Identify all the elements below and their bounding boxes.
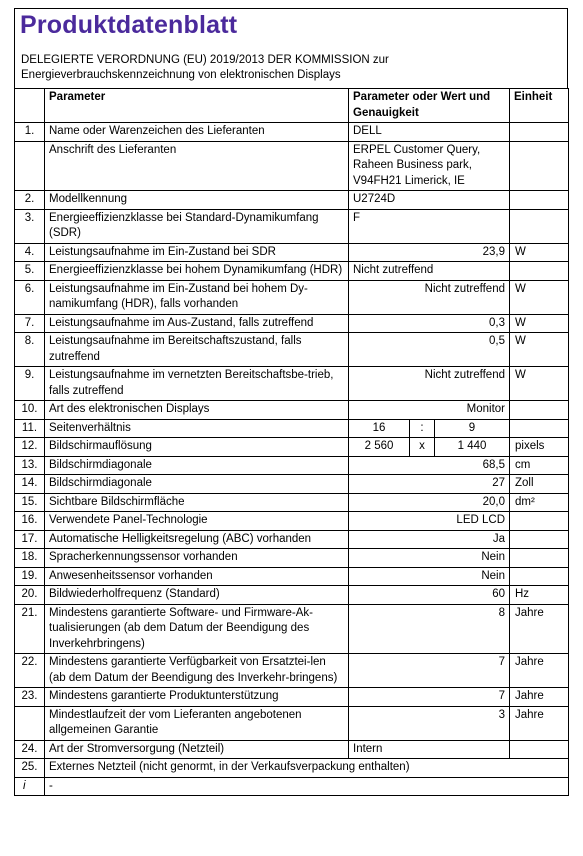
row-unit (510, 530, 569, 549)
table-row (15, 333, 569, 367)
aspect-separator: : (410, 420, 435, 438)
row-25-text: Externes Netzteil (nicht genormt, in der Verkaufsverpackung enthalten) (45, 759, 569, 778)
row-unit: W (510, 333, 569, 367)
table-row (15, 688, 569, 707)
row-parameter: Mindestens garantierte Produktunterstützung (45, 688, 349, 707)
row-number: 1. (15, 123, 45, 142)
table-row (15, 567, 569, 586)
row-value: 60 (349, 586, 510, 605)
row-unit: Jahre (510, 688, 569, 707)
row-unit (510, 141, 569, 191)
row-parameter: Leistungsaufnahme im Ein-Zustand bei SDR (45, 243, 349, 262)
page-title: Produktdatenblatt (20, 11, 238, 39)
row-number: 4. (15, 243, 45, 262)
row-unit (510, 401, 569, 420)
row-unit (510, 419, 569, 438)
table-row (15, 401, 569, 420)
table-row (15, 367, 569, 401)
row-number: 5. (15, 262, 45, 281)
parameter-table (14, 88, 569, 796)
table-row (15, 262, 569, 281)
row-unit (510, 567, 569, 586)
table-row (15, 123, 569, 142)
row-number: 2. (15, 191, 45, 210)
row-parameter: Leistungsaufnahme im Aus-Zustand, falls zutreffend (45, 314, 349, 333)
row-value: 0,3 (349, 314, 510, 333)
row-unit: pixels (510, 438, 569, 457)
row-number: 12. (15, 438, 45, 457)
resolution-separator: x (410, 438, 435, 456)
table-row (15, 456, 569, 475)
row-number: 16. (15, 512, 45, 531)
row-subnumber: i (15, 777, 45, 796)
row-number: 13. (15, 456, 45, 475)
table-row (15, 419, 569, 438)
row-unit (510, 512, 569, 531)
row-value: DELL (349, 123, 510, 142)
row-number: 7. (15, 314, 45, 333)
row-number: 11. (15, 419, 45, 438)
row-parameter: Modellkennung (45, 191, 349, 210)
row-number: 8. (15, 333, 45, 367)
row-parameter: Bildschirmdiagonale (45, 456, 349, 475)
row-parameter: Seitenverhältnis (45, 419, 349, 438)
aspect-value-cell (349, 419, 510, 438)
row-value: LED LCD (349, 512, 510, 531)
row-value: Nicht zutreffend (349, 367, 510, 401)
header-param: Parameter (45, 89, 349, 123)
row-unit (510, 262, 569, 281)
table-row (15, 604, 569, 654)
row-number: 3. (15, 209, 45, 243)
table-row (15, 280, 569, 314)
row-parameter: Bildschirmdiagonale (45, 475, 349, 494)
row-number: 24. (15, 740, 45, 759)
row-value: 8 (349, 604, 510, 654)
row-value: Intern (349, 740, 510, 759)
row-number: 25. (15, 759, 45, 778)
row-value: 0,5 (349, 333, 510, 367)
aspect-right: 9 (468, 421, 476, 434)
row-unit (510, 740, 569, 759)
row-number: 9. (15, 367, 45, 401)
resolution-split (349, 438, 509, 456)
table-row (15, 530, 569, 549)
row-value: F (349, 209, 510, 243)
row-number: 21. (15, 604, 45, 654)
row-unit: cm (510, 456, 569, 475)
row-parameter: Sichtbare Bildschirmfläche (45, 493, 349, 512)
row-value: 7 (349, 654, 510, 688)
row-unit: W (510, 243, 569, 262)
table-row (15, 191, 569, 210)
row-value: 3 (349, 706, 510, 740)
table-row (15, 141, 569, 191)
row-unit (510, 123, 569, 142)
row-value: 23,9 (349, 243, 510, 262)
row-unit: W (510, 314, 569, 333)
row-parameter: Verwendete Panel-Technologie (45, 512, 349, 531)
aspect-left: 16 (372, 421, 386, 434)
table-row (15, 706, 569, 740)
row-parameter: Leistungsaufnahme im vernetzten Bereitschaftsbe-trieb, falls zutreffend (45, 367, 349, 401)
table-row (15, 740, 569, 759)
row-value: Nicht zutreffend (349, 262, 510, 281)
table-row (15, 314, 569, 333)
header-value: Parameter oder Wert und Genauigkeit (349, 89, 510, 123)
table-row (15, 243, 569, 262)
row-number: 10. (15, 401, 45, 420)
header-unit: Einheit (510, 89, 569, 123)
row-parameter: Leistungsaufnahme im Bereitschaftszustand, falls zutreffend (45, 333, 349, 367)
row-unit: Hz (510, 586, 569, 605)
row-unit (510, 191, 569, 210)
row-value: ERPEL Customer Query, Raheen Business park, V94FH21 Limerick, IE (349, 141, 510, 191)
table-row (15, 209, 569, 243)
table-row (15, 512, 569, 531)
row-unit: dm² (510, 493, 569, 512)
row-number: 19. (15, 567, 45, 586)
row-unit (510, 549, 569, 568)
row-unit: Zoll (510, 475, 569, 494)
table-row (15, 654, 569, 688)
row-parameter: Bildschirmauflösung (45, 438, 349, 457)
row-parameter: Art der Stromversorgung (Netzteil) (45, 740, 349, 759)
row-number: 6. (15, 280, 45, 314)
row-value: Nicht zutreffend (349, 280, 510, 314)
row-number: 17. (15, 530, 45, 549)
row-number: 20. (15, 586, 45, 605)
row-unit: W (510, 367, 569, 401)
row-parameter: Energieeffizienzklasse bei hohem Dynamikumfang (HDR) (45, 262, 349, 281)
row-unit: Jahre (510, 604, 569, 654)
table-row (15, 493, 569, 512)
table-row (15, 438, 569, 457)
row-value: Monitor (349, 401, 510, 420)
row-parameter: Name oder Warenzeichen des Lieferanten (45, 123, 349, 142)
table-row (15, 586, 569, 605)
row-parameter: Mindestens garantierte Software- und Firmware-Ak-tualisierungen (ab dem Datum der Beendigung des Inverkehrbringens) (45, 604, 349, 654)
row-value: Nein (349, 549, 510, 568)
title-box (14, 8, 568, 51)
row-number (15, 706, 45, 740)
row-number (15, 141, 45, 191)
row-value: Nein (349, 567, 510, 586)
row-parameter: Mindestens garantierte Verfügbarkeit von Ersatztei-len (ab dem Datum der Beendigung des Inverkehr-bringens) (45, 654, 349, 688)
row-parameter: Anschrift des Lieferanten (45, 141, 349, 191)
row-value: 20,0 (349, 493, 510, 512)
header-num (15, 89, 45, 123)
table-row (15, 475, 569, 494)
row-number: 22. (15, 654, 45, 688)
row-number: 14. (15, 475, 45, 494)
table-row (15, 549, 569, 568)
row-parameter: Energieeffizienzklasse bei Standard-Dynamikumfang (SDR) (45, 209, 349, 243)
row-parameter: Anwesenheitssensor vorhanden (45, 567, 349, 586)
aspect-split (349, 420, 509, 438)
regulation-text: DELEGIERTE VERORDNUNG (EU) 2019/2013 DER KOMMISSION zur Energieverbrauchskennzeichnung von elektronischen Displays (14, 51, 568, 88)
row-value: U2724D (349, 191, 510, 210)
resolution-left: 2 560 (364, 440, 394, 452)
row-value: 27 (349, 475, 510, 494)
row-parameter: Bildwiederholfrequenz (Standard) (45, 586, 349, 605)
row-number: 23. (15, 688, 45, 707)
row-number: 18. (15, 549, 45, 568)
resolution-value-cell (349, 438, 510, 457)
row-parameter: Leistungsaufnahme im Ein-Zustand bei hohem Dy-namikumfang (HDR), falls vorhanden (45, 280, 349, 314)
row-unit (510, 209, 569, 243)
row-value: 68,5 (349, 456, 510, 475)
row-value: 7 (349, 688, 510, 707)
row-unit: W (510, 280, 569, 314)
row-number: 15. (15, 493, 45, 512)
row-parameter: Spracherkennungssensor vorhanden (45, 549, 349, 568)
row-unit: Jahre (510, 706, 569, 740)
resolution-right: 1 440 (457, 440, 487, 452)
product-data-sheet (14, 8, 568, 796)
row-unit: Jahre (510, 654, 569, 688)
row-value: Ja (349, 530, 510, 549)
row-parameter: Mindestlaufzeit der vom Lieferanten angebotenen allgemeinen Garantie (45, 706, 349, 740)
row-parameter: Art des elektronischen Displays (45, 401, 349, 420)
row-parameter: Automatische Helligkeitsregelung (ABC) vorhanden (45, 530, 349, 549)
row-25-sub-text: - (45, 777, 569, 796)
